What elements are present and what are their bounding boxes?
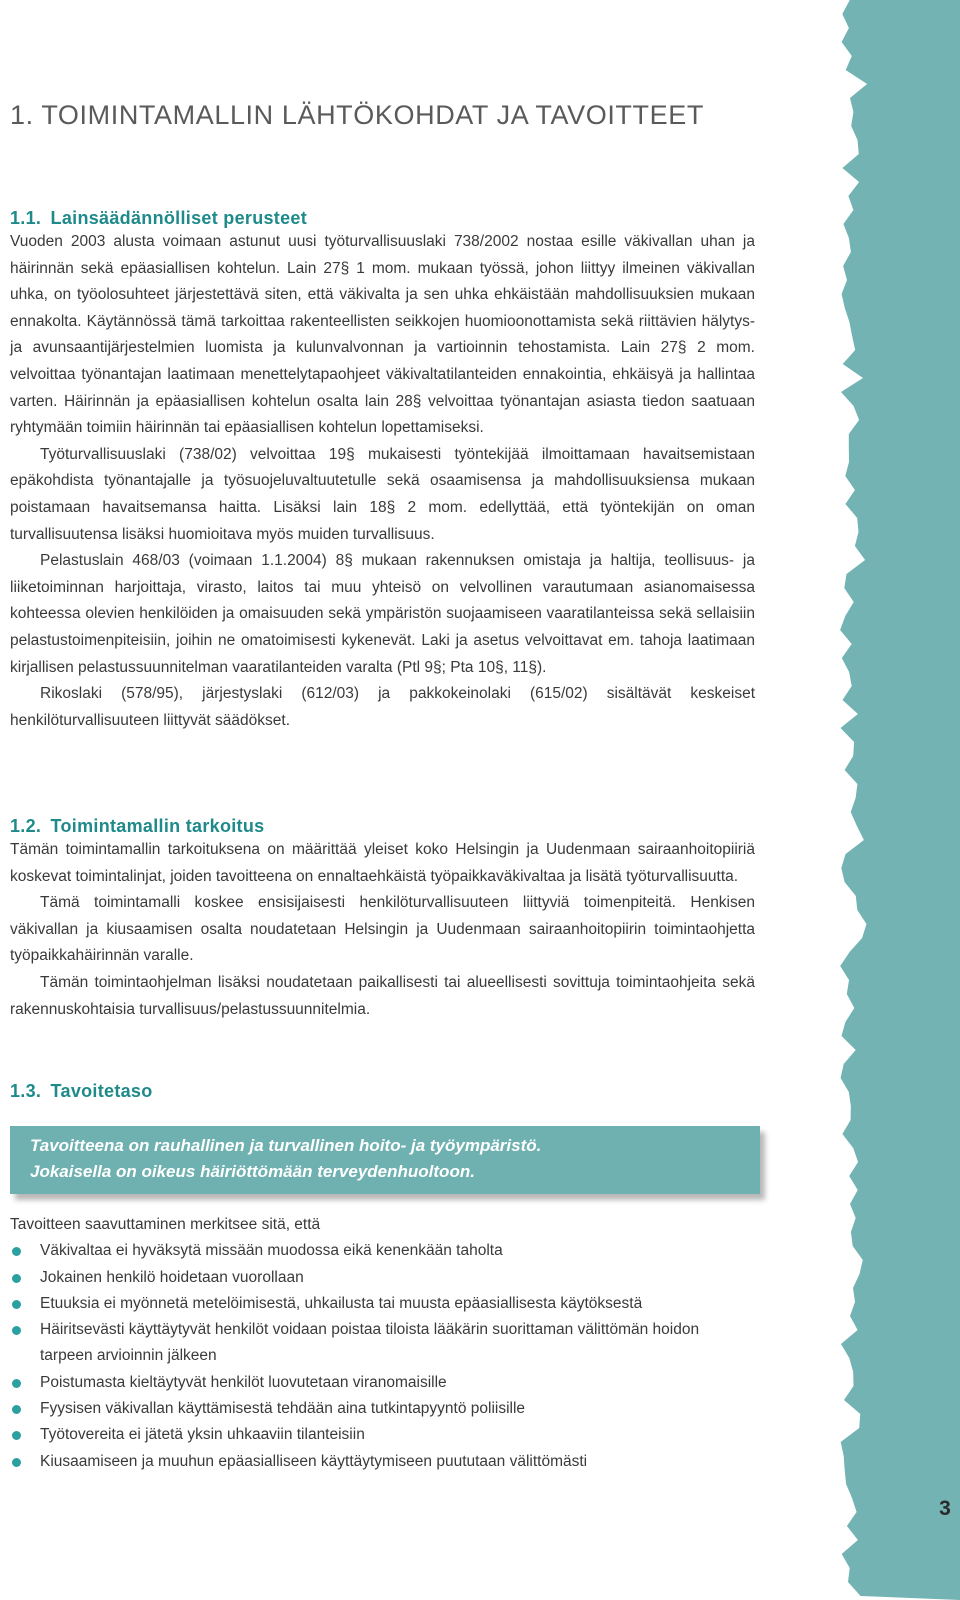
list-item xyxy=(10,1291,755,1317)
section-title: Lainsäädännölliset perusteet xyxy=(50,208,308,228)
callout-line: Tavoitteena on rauhallinen ja turvallinen hoito- ja työympäristö. xyxy=(30,1136,542,1155)
paragraph: Työturvallisuuslaki (738/02) velvoittaa 19§ mukaisesti työntekijää ilmoittamaan havaitsemistaan epäkohdista työnantajalle ja työsuojeluvaltuutetulle sekä osaamisensa ja mahdollisuuksiensa mukaan poistamaan havaitsemansa haitta. Lisäksi lain 18§ 2 mom. edellyttää, että työntekijän on oman turvallisuutensa lisäksi huomioitava myös muiden turvallisuus. xyxy=(10,445,755,543)
list-item-text: Häiritsevästi käyttäytyvät henkilöt voidaan poistaa tiloista lääkärin suorittaman välittömän hoidon tarpeen arvioinnin jälkeen xyxy=(40,1321,700,1365)
section-number: 1.1. xyxy=(10,208,42,228)
section-heading xyxy=(10,208,755,229)
list-item-text: Työtovereita ei jätetä yksin uhkaaviin tilanteisiin xyxy=(40,1426,365,1444)
section-title: Tavoitetaso xyxy=(50,1081,153,1101)
list-item-text: Etuuksia ei myönnetä metelöimisestä, uhkailusta tai muusta epäasiallisesta käytöksestä xyxy=(40,1294,643,1312)
paragraph: Tämä toimintamalli koskee ensisijaisesti henkilöturvallisuuteen liittyviä toimenpiteitä. Henkisen väkivallan ja kiusaamisen osalta noudatetaan Helsingin ja Uudenmaan sairaanhoitopiirin toimintaohjetta työpaikkahäirinnän varalle. xyxy=(10,894,755,965)
bullet-icon xyxy=(12,1247,21,1256)
goal-list-section xyxy=(10,1212,755,1475)
bullet-icon xyxy=(12,1326,21,1335)
list-item xyxy=(10,1396,755,1422)
list-item xyxy=(10,1317,755,1370)
bullet-icon xyxy=(12,1405,21,1414)
paragraph: Tämän toimintaohjelman lisäksi noudatetaan paikallisesti tai alueellisesti sovittuja toimintaohjeita sekä rakennuskohtaisia turvallisuus/pelastussuunnitelmia. xyxy=(10,973,755,1018)
main-heading: 1. TOIMINTAMALLIN LÄHTÖKOHDAT JA TAVOITTEET xyxy=(10,100,704,130)
list-item xyxy=(10,1238,755,1264)
list-item xyxy=(10,1370,755,1396)
section-heading xyxy=(10,1081,755,1102)
section-legal-basis xyxy=(10,208,755,734)
paragraph: Tämän toimintamallin tarkoituksena on määrittää yleiset koko Helsingin ja Uudenmaan sairaanhoitopiiriä koskevat toimintalinjat, joiden tavoitteena on ennaltaehkäistä työpaikkaväkivaltaa ja lisätä työturvallisuutta. xyxy=(10,841,755,885)
paragraph: Rikoslaki (578/95), järjestyslaki (612/03) ja pakkokeinolaki (615/02) sisältävät keskeiset henkilöturvallisuuteen liittyvät säädökset. xyxy=(10,685,755,729)
bullet-icon xyxy=(12,1379,21,1388)
bullet-icon xyxy=(12,1458,21,1467)
section-number: 1.2. xyxy=(10,816,42,836)
section-target-level xyxy=(10,1081,755,1102)
list-item-text: Fyysisen väkivallan käyttämisestä tehdään aina tutkintapyyntö poliisille xyxy=(40,1400,526,1418)
bullet-icon xyxy=(12,1300,21,1309)
section-purpose xyxy=(10,816,755,1023)
paragraph: Vuoden 2003 alusta voimaan astunut uusi työturvallisuuslaki 738/2002 nostaa esille väkivallan uhan ja häirinnän sekä epäasiallisen kohtelun. Lain 27§ 1 mom. mukaan työssä, johon liittyy ilmeinen väkivallan uhka, on työolosuhteet järjestettävä siten, että väkivalta ja sen uhka ehkäistään mahdollisuuksien mukaan ennakolta. Käytännössä tämä tarkoittaa rakenteellisten seikkojen huomioonottamista sekä riittävien hälytys- ja avunsaantijärjestelmien luomista ja kulunvalvonnan ja vartioinnin tehostamista. Lain 27§ 2 mom. velvoittaa työnantajan laatimaan menettelytapaohjeet väkivaltatilanteiden ennakointia, ehkäisyä ja hallintaa varten. Häirinnän ja epäasiallisen kohtelun osalta lain 28§ velvoittaa työnantajan asiasta tiedon saatuaan ryhtymään toimiin häirinnän tai epäasiallisen kohtelun lopettamiseksi. xyxy=(10,233,755,437)
callout-line: Jokaisella on oikeus häiriöttömään terveydenhuoltoon. xyxy=(30,1162,475,1181)
bullet-icon xyxy=(12,1274,21,1283)
list-item-text: Kiusaamiseen ja muuhun epäasialliseen käyttäytymiseen puututaan välittömästi xyxy=(40,1452,588,1470)
list-item-text: Väkivaltaa ei hyväksytä missään muodossa eikä kenenkään taholta xyxy=(40,1242,503,1260)
section-title: Toimintamallin tarkoitus xyxy=(50,816,265,836)
paragraph: Pelastuslain 468/03 (voimaan 1.1.2004) 8§ mukaan rakennuksen omistaja ja haltija, teollisuus- ja liiketoiminnan harjoittaja, virasto, laitos tai muu yhteisö on velvollinen varautumaan asianomaisessa kohteessa olevien henkilöiden ja omaisuuden sekä ympäristön suojaamiseen vaaratilanteissa sekä sellaisiin pelastustoimenpiteisiin, joihin ne omatoimisesti kykenevät. Laki ja asetus velvoittavat em. tahoja laatimaan kirjallisen pelastussuunnitelman vaaratilanteiden varalta (Ptl 9§; Pta 10§, 11§). xyxy=(10,552,755,676)
bullet-icon xyxy=(12,1431,21,1440)
list-item xyxy=(10,1449,755,1475)
section-number: 1.3. xyxy=(10,1081,42,1101)
list-intro: Tavoitteen saavuttaminen merkitsee sitä, että xyxy=(10,1216,321,1233)
list-item-text: Poistumasta kieltäytyvät henkilöt luovutetaan viranomaisille xyxy=(40,1373,447,1391)
list-item xyxy=(10,1265,755,1291)
goal-bullet-list xyxy=(10,1238,755,1475)
list-item xyxy=(10,1422,755,1448)
decorative-edge-band xyxy=(832,0,960,1600)
list-item-text: Jokainen henkilö hoidetaan vuorollaan xyxy=(40,1268,304,1286)
section-heading xyxy=(10,816,755,837)
goal-callout-box xyxy=(10,1126,760,1194)
page-number: 3 xyxy=(939,1497,951,1520)
